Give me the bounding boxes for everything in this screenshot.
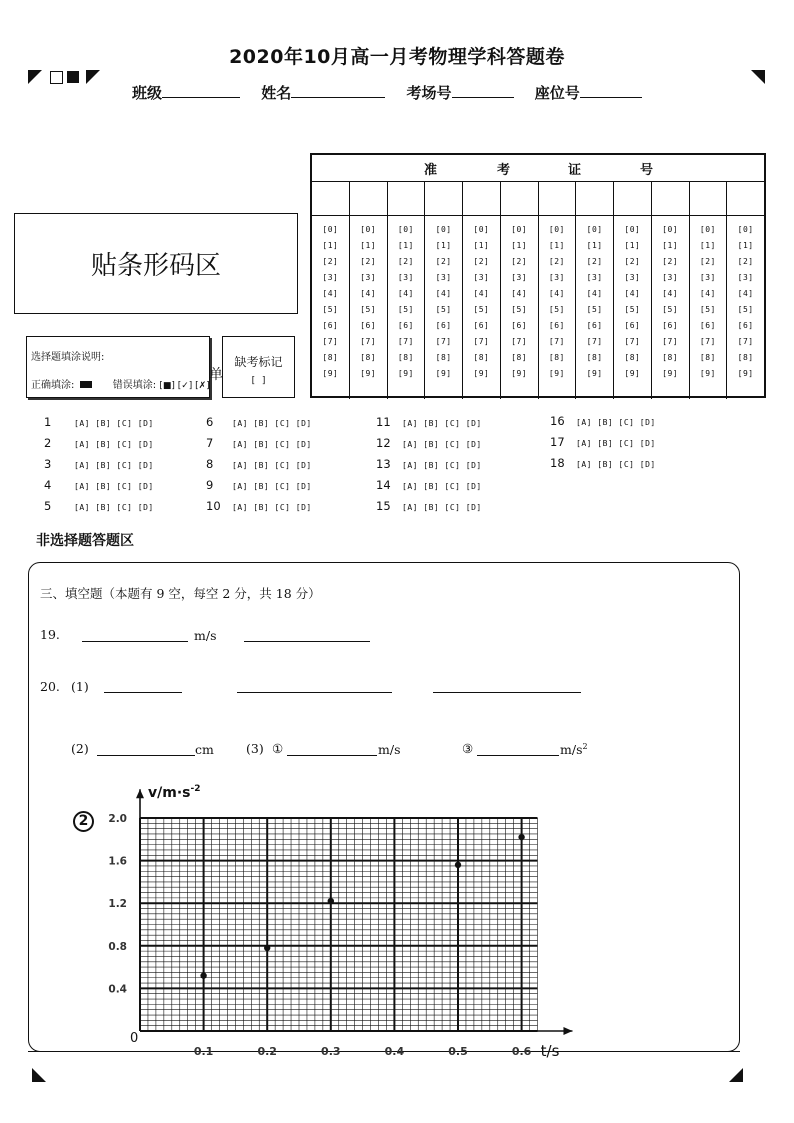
mcq-options[interactable]: [A] [B] [C] [D] (232, 482, 312, 491)
seat-label: 座位号 (534, 84, 580, 102)
exam-id-digit-bubble[interactable]: [3] (322, 273, 339, 282)
exam-id-digit-bubble[interactable]: [6] (662, 321, 679, 330)
barcode-label: 贴条形码区 (90, 251, 221, 281)
exam-id-digit-bubble[interactable]: [7] (322, 337, 339, 346)
exam-id-write-box[interactable] (690, 182, 727, 216)
q20-part3-answer-3[interactable] (477, 755, 559, 756)
mcq-number: 7 (206, 436, 214, 450)
exam-id-digit-bubble[interactable]: [2] (624, 257, 641, 266)
mcq-options[interactable]: [A] [B] [C] [D] (74, 482, 154, 491)
q20-part3-unit-1: m/s (378, 742, 401, 757)
exam-id-digit-bubble[interactable]: [5] (624, 305, 641, 314)
exam-id-digit-bubble[interactable]: [7] (473, 337, 490, 346)
mcq-number: 12 (376, 436, 391, 450)
mcq-number: 17 (550, 435, 565, 449)
mcq-number: 10 (206, 499, 221, 513)
exam-id-digit-list (624, 222, 640, 382)
q19-answer-1[interactable] (82, 641, 188, 642)
exam-id-digit-list (549, 222, 565, 382)
exam-id-digit-bubble[interactable]: [2] (322, 257, 339, 266)
exam-id-digit-bubble[interactable]: [1] (624, 241, 641, 250)
exam-id-digit-bubble[interactable]: [8] (360, 353, 377, 362)
exam-id-digit-bubble[interactable]: [2] (662, 257, 679, 266)
exam-id-digit-bubble[interactable]: [4] (586, 289, 603, 298)
exam-id-digit-bubble[interactable]: [6] (322, 321, 339, 330)
exam-id-write-box[interactable] (388, 182, 425, 216)
chart-x-tick-label: 0.3 (321, 1045, 341, 1058)
exam-id-digit-bubble[interactable]: [6] (397, 321, 414, 330)
mcq-question (206, 415, 312, 429)
exam-id-digit-bubble[interactable]: [9] (737, 369, 754, 378)
mcq-options[interactable]: [A] [B] [C] [D] (402, 440, 482, 449)
q20-part2-answer[interactable] (97, 755, 195, 756)
exam-id-digit-bubble[interactable]: [7] (435, 337, 452, 346)
exam-id-digit-bubble[interactable]: [5] (699, 305, 716, 314)
student-info-row (132, 82, 658, 103)
chart-x-tick-label: 0.2 (257, 1045, 277, 1058)
mcq-options[interactable]: [A] [B] [C] [D] (402, 419, 482, 428)
exam-id-digit-bubble[interactable]: [5] (737, 305, 754, 314)
exam-id-char: 证 (568, 163, 582, 178)
exam-id-digit-list (398, 222, 414, 382)
exam-id-digit-bubble[interactable]: [9] (473, 369, 490, 378)
exam-id-digit-bubble[interactable]: [2] (511, 257, 528, 266)
exam-id-digit-bubble[interactable]: [2] (435, 257, 452, 266)
exam-id-digit-bubble[interactable]: [5] (473, 305, 490, 314)
exam-id-digit-bubble[interactable]: [9] (699, 369, 716, 378)
exam-id-digit-bubble[interactable]: [7] (360, 337, 377, 346)
chart-y-tick-label: 1.6 (108, 855, 127, 868)
exam-id-column (539, 182, 577, 399)
fill-instructions (26, 336, 210, 398)
exam-id-digit-bubble[interactable]: [7] (548, 337, 565, 346)
q19-unit: m/s (194, 628, 217, 643)
triangle-mark (86, 70, 100, 84)
page-title: 2020年10月高一月考物理学科答题卷 (229, 46, 565, 68)
exam-id-digit-bubble[interactable]: [4] (473, 289, 490, 298)
q20-circle-3: ③ (462, 741, 474, 756)
exam-id-digit-bubble[interactable]: [1] (662, 241, 679, 250)
exam-id-digit-bubble[interactable]: [4] (435, 289, 452, 298)
mcq-number: 4 (44, 478, 52, 492)
exam-id-digit-bubble[interactable]: [1] (360, 241, 377, 250)
mcq-options[interactable]: [A] [B] [C] [D] (74, 419, 154, 428)
q20-number: 20. (40, 679, 60, 694)
exam-id-digit-bubble[interactable]: [4] (360, 289, 377, 298)
exam-id-digit-bubble[interactable]: [9] (511, 369, 528, 378)
exam-id-digit-bubble[interactable]: [7] (662, 337, 679, 346)
exam-id-digit-list (322, 222, 338, 382)
absent-label: 缺考标记 (234, 355, 283, 369)
exam-id-digit-bubble[interactable]: [3] (435, 273, 452, 282)
corner-mark-top-right (751, 70, 765, 84)
exam-id-digit-bubble[interactable]: [7] (699, 337, 716, 346)
exam-id-digit-bubble[interactable]: [4] (737, 289, 754, 298)
mcq-number: 5 (44, 499, 52, 513)
chart-ylabel-exponent: -2 (190, 784, 201, 795)
exam-id-digit-bubble[interactable]: [1] (322, 241, 339, 250)
exam-id-digit-bubble[interactable]: [6] (511, 321, 528, 330)
mcq-options[interactable]: [A] [B] [C] [D] (232, 503, 312, 512)
exam-id-digit-bubble[interactable]: [4] (322, 289, 339, 298)
mcq-number: 9 (206, 478, 214, 492)
chart-x-tick-label: 0.6 (511, 1045, 532, 1058)
mcq-options[interactable]: [A] [B] [C] [D] (74, 461, 154, 470)
mcq-options[interactable]: [A] [B] [C] [D] (232, 440, 312, 449)
mcq-options[interactable]: [A] [B] [C] [D] (576, 418, 656, 427)
exam-id-digit-bubble[interactable]: [3] (737, 273, 754, 282)
exam-id-digit-bubble[interactable]: [8] (586, 353, 603, 362)
exam-id-digit-bubble[interactable]: [1] (435, 241, 452, 250)
exam-id-write-box[interactable] (350, 182, 387, 216)
exam-id-column (388, 182, 426, 399)
exam-id-digit-bubble[interactable]: [4] (662, 289, 679, 298)
wrong-fill-samples: [■] [✓] [✗] (159, 381, 210, 391)
exam-id-digit-bubble[interactable]: [4] (624, 289, 641, 298)
exam-id-digit-bubble[interactable]: [0] (699, 225, 716, 234)
exam-id-char: 准 (424, 163, 438, 178)
exam-id-digit-bubble[interactable]: [0] (737, 225, 754, 234)
exam-id-write-box[interactable] (576, 182, 613, 216)
exam-id-digit-bubble[interactable]: [9] (548, 369, 565, 378)
mcq-question (206, 436, 312, 450)
room-label: 考场号 (406, 84, 452, 102)
exam-id-digit-bubble[interactable]: [2] (586, 257, 603, 266)
mcq-question (44, 436, 154, 450)
mcq-question (376, 436, 482, 450)
exam-id-digit-bubble[interactable]: [3] (360, 273, 377, 282)
exam-id-digit-bubble[interactable]: [2] (360, 257, 377, 266)
unit-exponent: 2 (582, 742, 588, 751)
exam-id-digit-bubble[interactable]: [0] (360, 225, 377, 234)
exam-id-digit-bubble[interactable]: [8] (699, 353, 716, 362)
exam-id-digit-bubble[interactable]: [6] (624, 321, 641, 330)
exam-id-digit-bubble[interactable]: [4] (548, 289, 565, 298)
exam-id-column (501, 182, 539, 399)
mcq-question (550, 456, 656, 470)
exam-id-digit-bubble[interactable]: [0] (473, 225, 490, 234)
exam-id-digit-bubble[interactable]: [6] (360, 321, 377, 330)
stray-char: 单 (209, 367, 223, 383)
exam-id-header (312, 155, 764, 182)
exam-id-digit-list (662, 222, 678, 382)
square-filled-mark (67, 71, 79, 83)
section-title: 非选择题答题区 (36, 533, 134, 549)
exam-id-digit-bubble[interactable]: [6] (435, 321, 452, 330)
exam-id-digit-bubble[interactable]: [4] (397, 289, 414, 298)
mcq-options[interactable]: [A] [B] [C] [D] (402, 461, 482, 470)
exam-id-digit-bubble[interactable]: [9] (586, 369, 603, 378)
exam-id-digit-bubble[interactable]: [3] (511, 273, 528, 282)
mcq-question (550, 414, 656, 428)
mcq-number: 2 (44, 436, 52, 450)
exam-id-digit-bubble[interactable]: [0] (322, 225, 339, 234)
class-label: 班级 (132, 84, 163, 102)
exam-id-digit-bubble[interactable]: [3] (624, 273, 641, 282)
exam-id-digit-bubble[interactable]: [8] (511, 353, 528, 362)
exam-id-column (727, 182, 764, 399)
exam-id-column (312, 182, 350, 399)
exam-id-write-box[interactable] (463, 182, 500, 216)
chart-origin-label: 0 (130, 1031, 139, 1046)
exam-id-column (690, 182, 728, 399)
absent-box[interactable]: [ ] (250, 376, 267, 386)
mcq-number: 13 (376, 457, 391, 471)
exam-id-digit-list (511, 222, 527, 382)
exam-id-digit-bubble[interactable]: [0] (548, 225, 565, 234)
exam-id-digit-bubble[interactable]: [1] (699, 241, 716, 250)
square-outline-mark (50, 71, 63, 84)
exam-id-write-box[interactable] (425, 182, 462, 216)
q20-part3-label: (3) (246, 741, 264, 756)
exam-id-write-box[interactable] (312, 182, 349, 216)
mcq-question (550, 435, 656, 449)
exam-id-digit-list (587, 222, 603, 382)
circled-two-text: 2 (78, 813, 89, 829)
exam-id-digit-bubble[interactable]: [0] (397, 225, 414, 234)
exam-id-digit-bubble[interactable]: [9] (360, 369, 377, 378)
mcq-number: 16 (550, 414, 565, 428)
exam-id-digit-bubble[interactable]: [2] (699, 257, 716, 266)
exam-id-digit-bubble[interactable]: [9] (624, 369, 641, 378)
exam-id-digit-bubble[interactable]: [5] (397, 305, 414, 314)
exam-id-digit-bubble[interactable]: [8] (624, 353, 641, 362)
q20-part3-answer-1[interactable] (287, 755, 377, 756)
exam-id-digit-bubble[interactable]: [3] (586, 273, 603, 282)
mcq-question (44, 499, 154, 513)
exam-id-digit-bubble[interactable]: [6] (548, 321, 565, 330)
exam-id-digit-bubble[interactable]: [8] (662, 353, 679, 362)
exam-id-digit-bubble[interactable]: [4] (511, 289, 528, 298)
exam-id-digit-bubble[interactable]: [2] (397, 257, 414, 266)
chart-y-tick-label: 2.0 (108, 813, 127, 825)
mcq-number: 18 (550, 456, 565, 470)
mcq-options[interactable]: [A] [B] [C] [D] (74, 503, 154, 512)
chart-y-tick-label: 0.8 (108, 940, 127, 953)
exam-id-digit-bubble[interactable]: [7] (737, 337, 754, 346)
mcq-options[interactable]: [A] [B] [C] [D] (232, 419, 312, 428)
exam-id-digit-bubble[interactable]: [0] (662, 225, 679, 234)
seat-field[interactable] (580, 83, 642, 98)
exam-id-write-box[interactable] (501, 182, 538, 216)
exam-id-digit-bubble[interactable]: [4] (699, 289, 716, 298)
mcq-options[interactable]: [A] [B] [C] [D] (576, 439, 656, 448)
exam-id-digit-list (360, 222, 376, 382)
mcq-question (376, 478, 482, 492)
exam-id-digit-bubble[interactable]: [5] (435, 305, 452, 314)
mcq-question (376, 415, 482, 429)
q19-answer-2[interactable] (244, 641, 370, 642)
exam-id-digit-bubble[interactable]: [5] (360, 305, 377, 314)
class-field[interactable] (162, 83, 240, 98)
corner-mark-top-left (28, 70, 42, 84)
exam-id-char: 号 (640, 163, 654, 178)
q20-part1-answer-1[interactable] (104, 692, 182, 693)
q20-part1-answer-2[interactable] (237, 692, 392, 693)
fill-heading: 三、填空题（本题有 9 空，每空 2 分，共 18 分） (40, 586, 321, 601)
exam-id-digit-bubble[interactable]: [6] (473, 321, 490, 330)
exam-id-column (652, 182, 690, 399)
exam-id-digit-bubble[interactable]: [1] (548, 241, 565, 250)
q20-part1-answer-3[interactable] (433, 692, 581, 693)
chart-xlabel: t/s (540, 1042, 560, 1060)
exam-id-column (576, 182, 614, 399)
exam-id-digit-bubble[interactable]: [8] (473, 353, 490, 362)
correct-fill-label: 正确填涂: (31, 380, 75, 391)
mcq-number: 8 (206, 457, 214, 471)
exam-id-digit-bubble[interactable]: [8] (435, 353, 452, 362)
q20-part2-label: (2) (71, 741, 89, 756)
exam-id-digit-bubble[interactable]: [9] (435, 369, 452, 378)
exam-id-digit-list (738, 222, 754, 382)
exam-id-columns (312, 182, 764, 399)
mcq-question (44, 478, 154, 492)
exam-id-write-box[interactable] (652, 182, 689, 216)
chart-x-tick-label: 0.5 (448, 1045, 468, 1058)
q20-circle-1: ① (272, 741, 284, 756)
exam-id-digit-list (473, 222, 489, 382)
exam-id-digit-bubble[interactable]: [9] (322, 369, 339, 378)
mcq-question (206, 478, 312, 492)
exam-id-digit-bubble[interactable]: [6] (737, 321, 754, 330)
exam-id-digit-bubble[interactable]: [9] (662, 369, 679, 378)
mcq-number: 11 (376, 415, 391, 429)
exam-id-digit-bubble[interactable]: [0] (435, 225, 452, 234)
absent-marker (222, 336, 295, 398)
mcq-options[interactable]: [A] [B] [C] [D] (402, 503, 482, 512)
exam-id-digit-list (700, 222, 716, 382)
exam-id-write-box[interactable] (539, 182, 576, 216)
name-label: 姓名 (261, 84, 292, 102)
exam-id-digit-bubble[interactable]: [3] (548, 273, 565, 282)
exam-id-digit-bubble[interactable]: [1] (586, 241, 603, 250)
exam-id-digit-bubble[interactable]: [5] (662, 305, 679, 314)
mcq-number: 1 (44, 415, 52, 429)
corner-mark-bottom-right (729, 1068, 743, 1082)
exam-id-digit-bubble[interactable]: [3] (397, 273, 414, 282)
mcq-number: 14 (376, 478, 391, 492)
mcq-number: 6 (206, 415, 214, 429)
exam-id-digit-bubble[interactable]: [3] (662, 273, 679, 282)
exam-id-digit-bubble[interactable]: [5] (511, 305, 528, 314)
exam-id-digit-bubble[interactable]: [2] (737, 257, 754, 266)
exam-id-digit-bubble[interactable]: [1] (473, 241, 490, 250)
mcq-options[interactable]: [A] [B] [C] [D] (74, 440, 154, 449)
exam-id-digit-bubble[interactable]: [3] (699, 273, 716, 282)
exam-id-digit-bubble[interactable]: [3] (473, 273, 490, 282)
exam-id-digit-list (436, 222, 452, 382)
exam-id-digit-bubble[interactable]: [9] (397, 369, 414, 378)
exam-id-digit-bubble[interactable]: [0] (586, 225, 603, 234)
exam-id-digit-bubble[interactable]: [7] (624, 337, 641, 346)
exam-id-digit-bubble[interactable]: [8] (737, 353, 754, 362)
barcode-area (14, 213, 298, 314)
mcq-question (44, 415, 154, 429)
unit-text: m/s (560, 742, 583, 758)
exam-id-column (350, 182, 388, 399)
exam-id-digit-bubble[interactable]: [1] (397, 241, 414, 250)
exam-id-grid (310, 153, 766, 398)
name-field[interactable] (291, 83, 385, 98)
mcq-number: 15 (376, 499, 391, 513)
mcq-options[interactable]: [A] [B] [C] [D] (232, 461, 312, 470)
exam-id-digit-bubble[interactable]: [0] (624, 225, 641, 234)
q19-number: 19. (40, 627, 60, 642)
exam-id-digit-bubble[interactable]: [8] (548, 353, 565, 362)
exam-id-digit-bubble[interactable]: [8] (397, 353, 414, 362)
mcq-options[interactable]: [A] [B] [C] [D] (402, 482, 482, 491)
correct-fill-sample (80, 381, 92, 388)
mcq-options[interactable]: [A] [B] [C] [D] (576, 460, 656, 469)
room-field[interactable] (452, 83, 514, 98)
exam-id-write-box[interactable] (614, 182, 651, 216)
exam-id-digit-bubble[interactable]: [5] (586, 305, 603, 314)
exam-id-digit-bubble[interactable]: [2] (473, 257, 490, 266)
wrong-fill-label: 错误填涂: (112, 380, 157, 391)
chart-ylabel-text: v/m·s (148, 785, 191, 802)
mcq-number: 3 (44, 457, 52, 471)
mcq-question (206, 457, 312, 471)
exam-id-digit-bubble[interactable]: [8] (322, 353, 339, 362)
mcq-question (376, 457, 482, 471)
exam-id-digit-bubble[interactable]: [6] (586, 321, 603, 330)
mcq-question (44, 457, 154, 471)
chart-x-tick-label: 0.1 (193, 1045, 214, 1058)
exam-id-digit-bubble[interactable]: [5] (548, 305, 565, 314)
circled-two-label (73, 811, 94, 832)
answer-area (28, 562, 740, 1052)
exam-id-digit-bubble[interactable]: [1] (737, 241, 754, 250)
exam-id-digit-bubble[interactable]: [7] (511, 337, 528, 346)
exam-id-digit-bubble[interactable]: [1] (511, 241, 528, 250)
q20-part1-label: (1) (71, 679, 89, 694)
chart-y-tick-label: 1.2 (108, 898, 127, 911)
chart-y-tick-label: 0.4 (108, 983, 127, 996)
answer-bottom-line-left (28, 1051, 64, 1052)
exam-id-char: 考 (497, 163, 511, 178)
exam-id-digit-bubble[interactable]: [0] (511, 225, 528, 234)
exam-id-column (614, 182, 652, 399)
answer-bottom-line-right (606, 1051, 740, 1052)
exam-id-digit-bubble[interactable]: [7] (397, 337, 414, 346)
exam-id-write-box[interactable] (727, 182, 764, 216)
exam-id-digit-bubble[interactable]: [2] (548, 257, 565, 266)
mcq-question (206, 499, 312, 513)
corner-mark-bottom-left (32, 1068, 46, 1082)
q20-part3-unit-3 (560, 742, 588, 757)
exam-id-column (425, 182, 463, 399)
exam-id-digit-bubble[interactable]: [5] (322, 305, 339, 314)
exam-id-digit-bubble[interactable]: [7] (586, 337, 603, 346)
chart-x-tick-label: 0.4 (384, 1045, 405, 1058)
exam-id-digit-bubble[interactable]: [6] (699, 321, 716, 330)
fill-instructions-title: 选择题填涂说明: (31, 352, 105, 363)
exam-id-column (463, 182, 501, 399)
q20-part2-unit: cm (195, 742, 214, 757)
mcq-question (376, 499, 482, 513)
